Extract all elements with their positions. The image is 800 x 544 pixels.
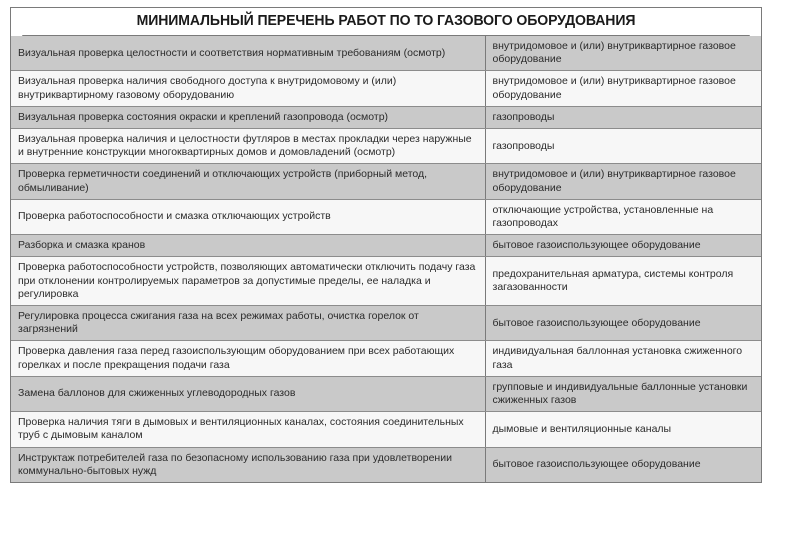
equipment-cell: групповые и индивидуальные баллонные установки сжиженных газов <box>485 376 761 411</box>
equipment-cell: газопроводы <box>485 129 761 164</box>
work-description-cell: Проверка работоспособности и смазка отключающих устройств <box>11 199 485 234</box>
table-row <box>11 106 761 128</box>
table-row <box>11 257 761 306</box>
work-description-cell: Проверка наличия тяги в дымовых и вентиляционных каналах, состояния соединительных труб с дымовым каналом <box>11 412 485 447</box>
table-row <box>11 199 761 234</box>
page-title: МИНИМАЛЬНЫЙ ПЕРЕЧЕНЬ РАБОТ ПО ТО ГАЗОВОГО ОБОРУДОВАНИЯ <box>22 8 750 36</box>
equipment-cell: отключающие устройства, установленные на газопроводах <box>485 199 761 234</box>
table-body <box>11 36 761 482</box>
work-description-cell: Разборка и смазка кранов <box>11 235 485 257</box>
minimum-works-table <box>11 36 761 482</box>
work-description-cell: Визуальная проверка состояния окраски и креплений газопровода (осмотр) <box>11 106 485 128</box>
work-description-cell: Визуальная проверка целостности и соответствия нормативным требованиям (осмотр) <box>11 36 485 71</box>
table-row <box>11 341 761 376</box>
table-row <box>11 36 761 71</box>
equipment-cell: индивидуальная баллонная установка сжиженного газа <box>485 341 761 376</box>
equipment-cell: внутридомовое и (или) внутриквартирное газовое оборудование <box>485 71 761 106</box>
equipment-cell: внутридомовое и (или) внутриквартирное газовое оборудование <box>485 36 761 71</box>
equipment-cell: бытовое газоиспользующее оборудование <box>485 447 761 482</box>
work-description-cell: Визуальная проверка наличия и целостности футляров в местах прокладки через наружные и внутренние конструкции многоквартирных домов и домовладений (осмотр) <box>11 129 485 164</box>
work-description-cell: Проверка герметичности соединений и отключающих устройств (приборный метод, обмыливание) <box>11 164 485 199</box>
table-row <box>11 71 761 106</box>
minimum-works-table-container <box>10 7 762 483</box>
work-description-cell: Замена баллонов для сжиженных углеводородных газов <box>11 376 485 411</box>
work-description-cell: Инструктаж потребителей газа по безопасному использованию газа при удовлетворении коммунально-бытовых нужд <box>11 447 485 482</box>
table-row <box>11 164 761 199</box>
table-row <box>11 447 761 482</box>
equipment-cell: дымовые и вентиляционные каналы <box>485 412 761 447</box>
work-description-cell: Визуальная проверка наличия свободного доступа к внутридомовому и (или) внутриквартирному газовому оборудованию <box>11 71 485 106</box>
table-row <box>11 306 761 341</box>
table-row <box>11 376 761 411</box>
equipment-cell: предохранительная арматура, системы контроля загазованности <box>485 257 761 306</box>
equipment-cell: газопроводы <box>485 106 761 128</box>
equipment-cell: бытовое газоиспользующее оборудование <box>485 235 761 257</box>
table-row <box>11 235 761 257</box>
equipment-cell: бытовое газоиспользующее оборудование <box>485 306 761 341</box>
work-description-cell: Проверка работоспособности устройств, позволяющих автоматически отключить подачу газа при отклонении контролируемых параметров за допустимые пределы, ее наладка и регулировка <box>11 257 485 306</box>
table-row <box>11 412 761 447</box>
equipment-cell: внутридомовое и (или) внутриквартирное газовое оборудование <box>485 164 761 199</box>
work-description-cell: Регулировка процесса сжигания газа на всех режимах работы, очистка горелок от загрязнений <box>11 306 485 341</box>
work-description-cell: Проверка давления газа перед газоиспользующим оборудованием при всех работающих горелках и после прекращения подачи газа <box>11 341 485 376</box>
table-row <box>11 129 761 164</box>
